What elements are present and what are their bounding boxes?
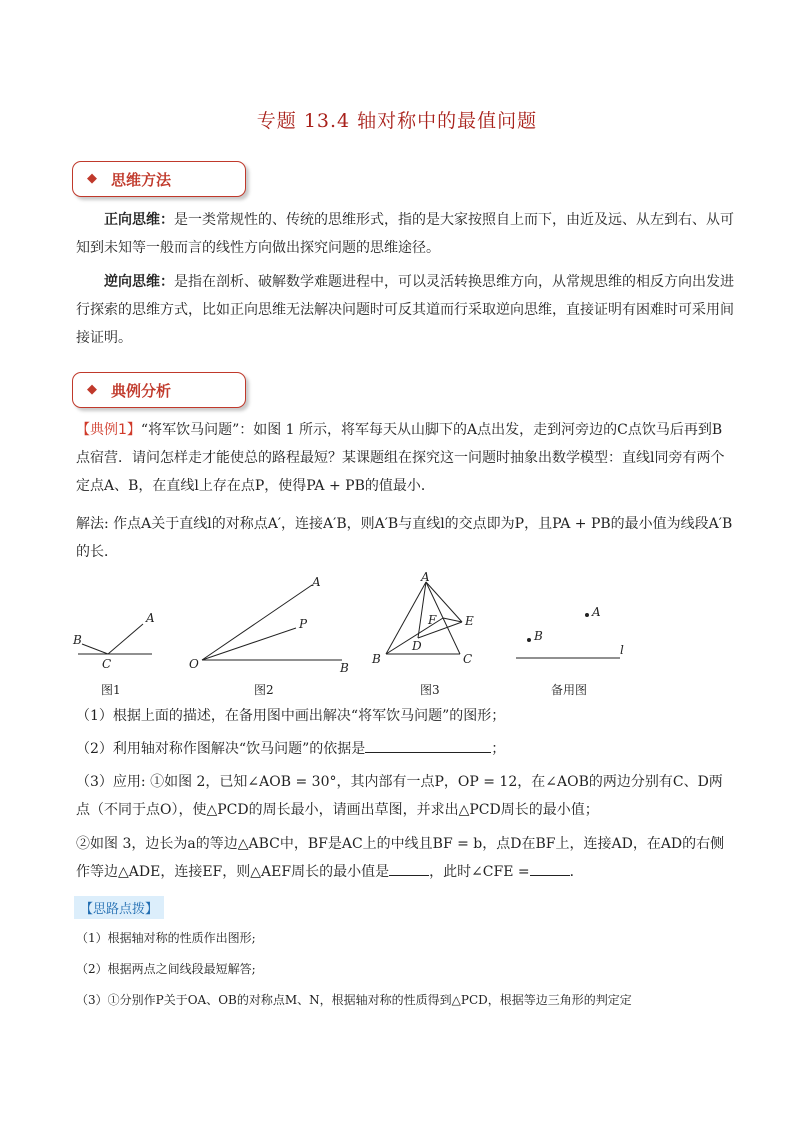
hint-2: （2）根据两点之间线段最短解答; bbox=[76, 962, 256, 976]
page-title: 专题 13.4 轴对称中的最值问题 bbox=[256, 110, 538, 132]
fig3-label-c: C bbox=[463, 652, 473, 666]
fig1-label-c: C bbox=[102, 657, 112, 671]
figures-row bbox=[70, 572, 710, 702]
hint-3: （3）①分别作P关于OA、OB的对称点M、N，根据轴对称的性质得到△PCD，根据等边三角形的判定定 bbox=[76, 993, 632, 1007]
answer-blank[interactable] bbox=[365, 738, 491, 753]
example-tag: 【典例1】 bbox=[76, 422, 141, 438]
answer-blank[interactable] bbox=[530, 861, 570, 876]
paragraph-reverse-thinking bbox=[76, 268, 736, 352]
section-header-thinking-methods bbox=[72, 161, 246, 197]
caption-fig2: 图2 bbox=[254, 683, 274, 697]
hint-1: （1）根据轴对称的性质作出图形; bbox=[76, 931, 256, 945]
question-2-end: ； bbox=[491, 741, 506, 757]
question-1: （1）根据上面的描述，在备用图中画出解决“将军饮马问题”的图形； bbox=[76, 708, 506, 724]
hint-tag: 【思路点拨】 bbox=[74, 896, 164, 919]
term-forward-thinking: 正向思维： bbox=[104, 212, 174, 228]
fig4-label-a: A bbox=[592, 605, 601, 619]
figure-3 bbox=[371, 572, 474, 666]
paragraph-text: 是一类常规性的、传统的思维形式，指的是大家按照自上而下，由近及远、从左到右、从可知到未知等一般而言的线性方向做出探究问题的思维途径。 bbox=[76, 212, 734, 256]
question-3a: （3）应用: ①如图 2，已知∠AOB = 30°，其内部有一点P，OP = 12，在∠AOB的两边分别有C、D两点（不同于点O），使△PCD的周长最小，请画出草图，并求出△PCD周长的最小值； bbox=[76, 774, 723, 818]
section-label: 典例分析 bbox=[111, 382, 172, 400]
fig1-label-a: A bbox=[146, 611, 155, 625]
fig4-label-l: l bbox=[620, 643, 624, 657]
diamond-icon: ◆ bbox=[87, 171, 97, 186]
diamond-icon: ◆ bbox=[87, 382, 97, 397]
paragraph-forward-thinking bbox=[76, 206, 736, 262]
answer-blank[interactable] bbox=[389, 861, 429, 876]
fig2-label-a: A bbox=[312, 575, 321, 589]
section-header-example-analysis bbox=[72, 372, 246, 408]
figure-4-spare bbox=[516, 605, 624, 658]
solution-text: 解法: 作点A关于直线l的对称点A′，连接A′B，则A′B与直线l的交点即为P，且PA + PB的最小值为线段A′B的长． bbox=[76, 516, 733, 560]
fig2-label-p: P bbox=[299, 617, 308, 631]
figure-1 bbox=[72, 611, 155, 671]
question-2 bbox=[76, 735, 736, 763]
section-label: 思维方法 bbox=[111, 171, 172, 189]
fig3-label-d: D bbox=[412, 639, 422, 653]
question-3b-mid: ，此时∠CFE = bbox=[429, 864, 530, 880]
question-3b-text: ②如图 3，边长为a的等边△ABC中，BF是AC上的中线且BF = b，点D在BF上，连接AD，在AD的右侧作等边△ADE，连接EF，则△AEF周长的最小值是 bbox=[76, 836, 725, 880]
caption-fig4: 备用图 bbox=[551, 683, 588, 697]
figure-2 bbox=[189, 575, 349, 675]
fig3-label-a: A bbox=[421, 572, 430, 584]
fig2-label-b: B bbox=[340, 661, 349, 675]
fig1-label-b: B bbox=[73, 633, 82, 647]
paragraph-text: 是指在剖析、破解数学难题进程中，可以灵活转换思维方向，从常规思维的相反方向出发进行探索的思维方式，比如正向思维无法解决问题时可反其道而行采取逆向思维，直接证明有困难时可采用间接证明。 bbox=[76, 274, 734, 346]
term-reverse-thinking: 逆向思维： bbox=[104, 274, 174, 290]
fig3-label-f: F bbox=[428, 613, 437, 627]
question-2-text: （2）利用轴对称作图解决“饮马问题”的依据是 bbox=[76, 741, 366, 757]
question-3b bbox=[76, 830, 736, 886]
example-text: “将军饮马问题”：如图 1 所示，将军每天从山脚下的A点出发，走到河旁边的C点饮马后再到B点宿营．请问怎样走才能使总的路程最短？某课题组在探究这一问题时抽象出数学模型：直线l同旁有两个定点A、B，在直线l上存在点P，使得PA + PB的值最小． bbox=[76, 422, 725, 494]
question-3b-end: ． bbox=[569, 864, 584, 880]
example-1 bbox=[76, 416, 736, 500]
caption-fig3: 图3 bbox=[420, 683, 440, 697]
fig3-label-e: E bbox=[465, 614, 474, 628]
fig2-label-o: O bbox=[189, 657, 199, 671]
caption-fig1: 图1 bbox=[101, 683, 121, 697]
fig3-label-b: B bbox=[372, 652, 381, 666]
fig4-label-b: B bbox=[534, 629, 543, 643]
